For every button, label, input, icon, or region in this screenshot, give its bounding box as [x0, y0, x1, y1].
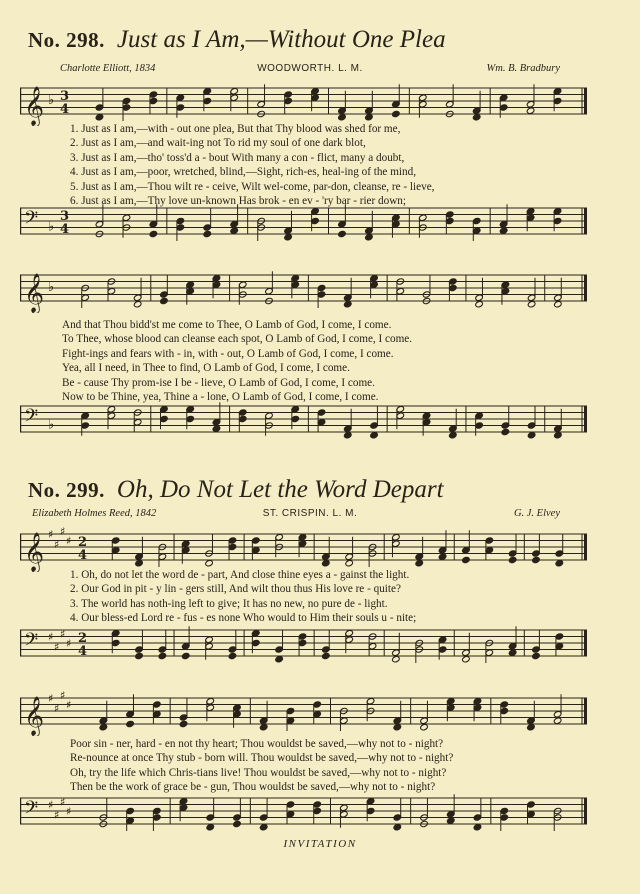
lyric-line: Poor sin - ner, hard - en not thy heart; Thou wouldst be saved,—why not to - night?	[70, 738, 444, 750]
verse-block	[70, 568, 416, 626]
time-signature-bottom: 4	[78, 644, 88, 659]
note-head	[322, 652, 331, 659]
lyric-line: 3. The world has noth-ing left to give; It has no new, no pure de - light.	[70, 597, 388, 610]
lyric-line: Re-nounce at once Thy stub - born will. Thou wouldst be saved,—why not to - night?	[70, 752, 454, 765]
note-head	[275, 656, 284, 663]
note-head	[203, 230, 212, 237]
sharp-icon: ♯	[60, 688, 66, 702]
note-head	[343, 301, 352, 308]
author-credit: Elizabeth Holmes Reed, 1842	[32, 508, 157, 519]
note-head	[501, 428, 510, 435]
sharp-icon: ♯	[54, 808, 60, 822]
time-signature-top: 3	[60, 89, 70, 104]
note-head	[338, 114, 347, 121]
hymn-number: No. 298.	[28, 28, 105, 52]
note-head	[343, 432, 352, 439]
tune-name: WOODWORTH. L. M.	[257, 63, 363, 74]
sharp-icon: ♯	[48, 692, 54, 705]
lyric-line: 4. Just as I am,—poor, wretched, blind,—Sight, rich-es, heal-ing of the mind,	[70, 166, 416, 179]
hymn-298-heading	[28, 26, 446, 54]
note-head	[420, 724, 429, 731]
composer-credit: G. J. Elvey	[513, 508, 560, 519]
lyric-line: And that Thou bidd'st me come to Thee, O Lamb of God, I come, I come.	[62, 319, 392, 331]
note-head	[365, 114, 374, 121]
treble-clef-icon: 𝄞	[24, 532, 45, 572]
lyric-line: 4. Our bless-ed Lord re - fus - es none Who would to Him their souls u - nite;	[70, 612, 417, 625]
lyric-line: 6. Just as I am,—Thy love un-known Has brok - en ev - 'ry bar - rier down;	[70, 194, 407, 207]
note-head	[392, 656, 401, 663]
note-head	[322, 560, 331, 567]
note-head	[415, 560, 424, 567]
note-head	[230, 227, 239, 234]
note-head	[126, 720, 135, 727]
note-head	[473, 824, 482, 831]
sharp-icon: ♯	[48, 630, 54, 644]
bass-clef-icon: 𝄢	[24, 208, 39, 233]
note-head	[181, 652, 190, 659]
lyric-line: 5. Just as I am,—Thou wilt re - ceive, Wilt wel-come, par-don, cleanse, re - lieve,	[70, 180, 435, 193]
note-head	[475, 301, 484, 308]
time-signature-top: 3	[60, 209, 70, 224]
note-head	[135, 652, 144, 659]
lyric-line: 1. Just as I am,—with - out one plea, But that Thy blood was shed for me,	[70, 123, 401, 135]
hymn-number: No. 299.	[28, 478, 105, 502]
flat-icon: ♭	[48, 417, 55, 433]
note-head	[284, 234, 293, 241]
note-head	[393, 824, 402, 831]
page-footer: INVITATION	[283, 838, 357, 850]
note-head	[532, 652, 541, 659]
sharp-icon: ♯	[48, 528, 54, 541]
note-head	[179, 720, 188, 727]
note-head	[259, 724, 268, 731]
note-head	[554, 432, 563, 439]
bass-clef-icon: 𝄢	[24, 406, 39, 431]
note-head	[555, 560, 564, 567]
sharp-icon: ♯	[54, 640, 60, 654]
verse-block	[62, 318, 412, 404]
note-head	[233, 820, 242, 827]
note-head	[345, 560, 354, 567]
sharp-icon: ♯	[66, 534, 72, 548]
note-head	[205, 560, 214, 567]
sharp-icon: ♯	[48, 798, 54, 812]
lyric-line: Oh, try the life which Chris-tians live! Thou wouldst be saved,—why not to - night?	[70, 766, 447, 779]
note-head	[160, 297, 169, 304]
note-head	[508, 556, 517, 563]
note-head	[99, 724, 108, 731]
note-head	[438, 553, 447, 560]
lyric-line: To Thee, whose blood can cleanse each spot, O Lamb of God, I come, I come.	[62, 333, 413, 346]
note-head	[158, 652, 167, 659]
bass-clef-icon: 𝄢	[24, 630, 39, 655]
lyric-line: 1. Oh, do not let the word de - part, And close thine eyes a - gainst the light.	[70, 569, 410, 581]
sharp-icon: ♯	[66, 637, 72, 650]
lyric-line: Fight-ings and fears with - in, with - out, O Lamb of God, I come, I come.	[62, 347, 394, 360]
treble-clef-icon: 𝄞	[24, 696, 45, 736]
note-head	[526, 107, 535, 114]
note-head	[392, 110, 401, 117]
sharp-icon: ♯	[60, 795, 66, 809]
time-signature-bottom: 4	[78, 548, 88, 563]
time-signature-bottom: 4	[60, 222, 70, 237]
note-head	[206, 824, 215, 831]
note-head	[553, 717, 562, 724]
treble-staff	[20, 76, 587, 126]
note-head	[228, 652, 237, 659]
author-credit: Charlotte Elliott, 1834	[60, 63, 156, 74]
time-signature-bottom: 4	[60, 102, 70, 117]
lyric-line: Yea, all I need, in Thee to find, O Lamb of God, I come, I come.	[62, 362, 350, 375]
bass-staff	[20, 618, 587, 668]
lyric-line: 2. Our God in pit - y lin - gers still, And wilt thou thus His love re - quite?	[70, 583, 401, 596]
treble-clef-icon: 𝄞	[24, 86, 45, 126]
note-head	[554, 301, 563, 308]
time-signature-top: 2	[78, 535, 88, 550]
sharp-icon: ♯	[66, 805, 72, 818]
hymn-299-heading	[28, 476, 444, 504]
bass-staff	[20, 196, 587, 246]
treble-clef-icon: 𝄞	[24, 273, 45, 313]
treble-staff	[20, 522, 587, 572]
note-head	[95, 114, 104, 121]
note-head	[212, 425, 221, 432]
flat-icon: ♭	[48, 93, 55, 108]
bass-staff	[20, 394, 587, 444]
note-head	[527, 432, 536, 439]
lyric-line: Be - cause Thy prom-ise I be - lieve, O Lamb of God, I come, I come.	[62, 376, 375, 389]
note-head	[462, 656, 471, 663]
time-signature-top: 2	[78, 631, 88, 646]
treble-staff	[20, 263, 587, 313]
note-head	[149, 230, 158, 237]
flat-icon: ♭	[48, 280, 55, 295]
lyric-line: Then be the work of grace be - gun, Thou wouldst be saved,—why not to - night?	[70, 781, 436, 794]
note-head	[449, 432, 458, 439]
note-head	[527, 301, 536, 308]
flat-icon: ♭	[48, 219, 55, 235]
treble-staff	[20, 686, 587, 736]
sharp-icon: ♯	[60, 524, 66, 538]
note-head	[393, 724, 402, 731]
note-head	[259, 824, 268, 831]
hymn-title: Just as I Am,—Without One Plea	[116, 26, 446, 53]
note-head	[462, 556, 471, 563]
note-head	[527, 724, 536, 731]
note-head	[135, 560, 144, 567]
sharp-icon: ♯	[54, 701, 60, 715]
composer-credit: Wm. B. Bradbury	[486, 63, 560, 74]
sharp-icon: ♯	[66, 698, 72, 712]
note-head	[365, 234, 374, 241]
note-head	[338, 230, 347, 237]
note-head	[472, 114, 481, 121]
note-head	[532, 556, 541, 563]
tune-name: ST. CRISPIN. L. M.	[262, 508, 358, 519]
lyric-line: 3. Just as I am,—tho' toss'd a - bout With many a con - flict, many a doubt,	[70, 151, 405, 164]
sharp-icon: ♯	[54, 537, 60, 551]
lyric-line: 2. Just as I am,—and wait-ing not To rid my soul of one dark blot,	[70, 137, 366, 150]
bass-clef-icon: 𝄢	[24, 798, 39, 823]
bass-staff	[20, 786, 587, 836]
note-head	[133, 301, 142, 308]
note-head	[499, 227, 508, 234]
note-head	[446, 817, 455, 824]
hymn-title: Oh, Do Not Let the Word Depart	[116, 476, 444, 503]
note-head	[508, 649, 517, 656]
note-head	[370, 432, 379, 439]
sharp-icon: ♯	[60, 627, 66, 641]
lyric-line: Now to be Thine, yea, Thine a - lone, O Lamb of God, I come, I come.	[62, 390, 379, 403]
